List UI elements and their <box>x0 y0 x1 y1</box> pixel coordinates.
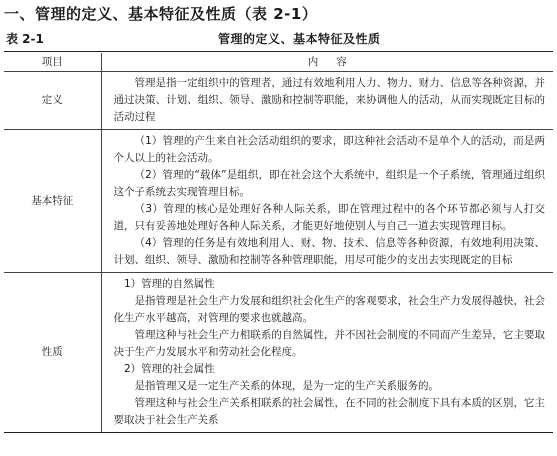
table-row-definition <box>4 72 553 130</box>
table-header-row <box>4 53 553 72</box>
table-row-features <box>4 130 553 273</box>
natural-attribute-line-1: 是指管理是社会生产力发展和组织社会化生产的客观要求，社会生产力发展得越快，社会化生产水平越高，对管理的要求也就越高。 <box>113 295 545 324</box>
management-table <box>4 53 553 433</box>
table-number: 表 2-1 <box>6 32 44 46</box>
feature-item-4: （4）管理的任务是有效地利用人、财、物、技术、信息等各种资源，有效地利用决策、计划、组织、领导、激励和控制等各种管理职能，用尽可能少的支出去实现既定的目标 <box>113 237 545 266</box>
feature-item-2: （2）管理的“载体”是组织，即在社会这个大系统中，组织是一个子系统，管理通过组织这个子系统去实现管理目标。 <box>113 169 545 198</box>
social-attribute-line-1: 是指管理又是一定生产关系的体现，是为一定的生产关系服务的。 <box>134 380 439 392</box>
natural-attribute-line-2: 管理这种与社会生产力相联系的自然属性，并不因社会制度的不同而产生差异，它主要取决于生产力发展水平和劳动社会化程度。 <box>113 329 545 358</box>
header-item: 项目 <box>4 53 101 72</box>
feature-item-3: （3）管理的核心是处理好各种人际关系，即在管理过程中的各个环节都必须与人打交道，只有妥善地处理好各种人际关系，才能更好地使别人与自己一道去实现管理目标。 <box>113 203 545 232</box>
definition-text: 管理是指一定组织中的管理者，通过有效地利用人力、物力、财力、信息等各种资源，并通过决策、计划、组织、领导、激励和控制等职能，来协调他人的活动，从而实现既定目标的活动过程 <box>113 77 545 123</box>
row-label-features: 基本特征 <box>4 130 101 273</box>
nature-content <box>101 273 553 433</box>
row-label-definition: 定义 <box>4 72 101 130</box>
features-content <box>101 130 553 273</box>
social-attribute-line-2: 管理这种与社会生产关系相联系的社会属性，在不同的社会制度下具有本质的区别，它主要取决于社会生产关系 <box>113 397 545 426</box>
definition-content <box>101 72 553 130</box>
header-content: 内容 <box>101 53 553 72</box>
table-title: 管理的定义、基本特征及性质 <box>218 32 381 46</box>
natural-attribute-heading: 1）管理的自然属性 <box>124 278 215 290</box>
feature-item-1: （1）管理的产生来自社会活动组织的要求，即这种社会活动不是单个人的活动，而是两个人以上的社会活动。 <box>113 135 545 164</box>
table-row-nature <box>4 273 553 433</box>
table-top-rule <box>4 51 553 52</box>
row-label-nature: 性质 <box>4 273 101 433</box>
social-attribute-heading: 2）管理的社会属性 <box>124 363 215 375</box>
section-heading: 一、管理的定义、基本特征及性质（表 2-1） <box>4 5 318 23</box>
table-caption <box>6 30 551 48</box>
